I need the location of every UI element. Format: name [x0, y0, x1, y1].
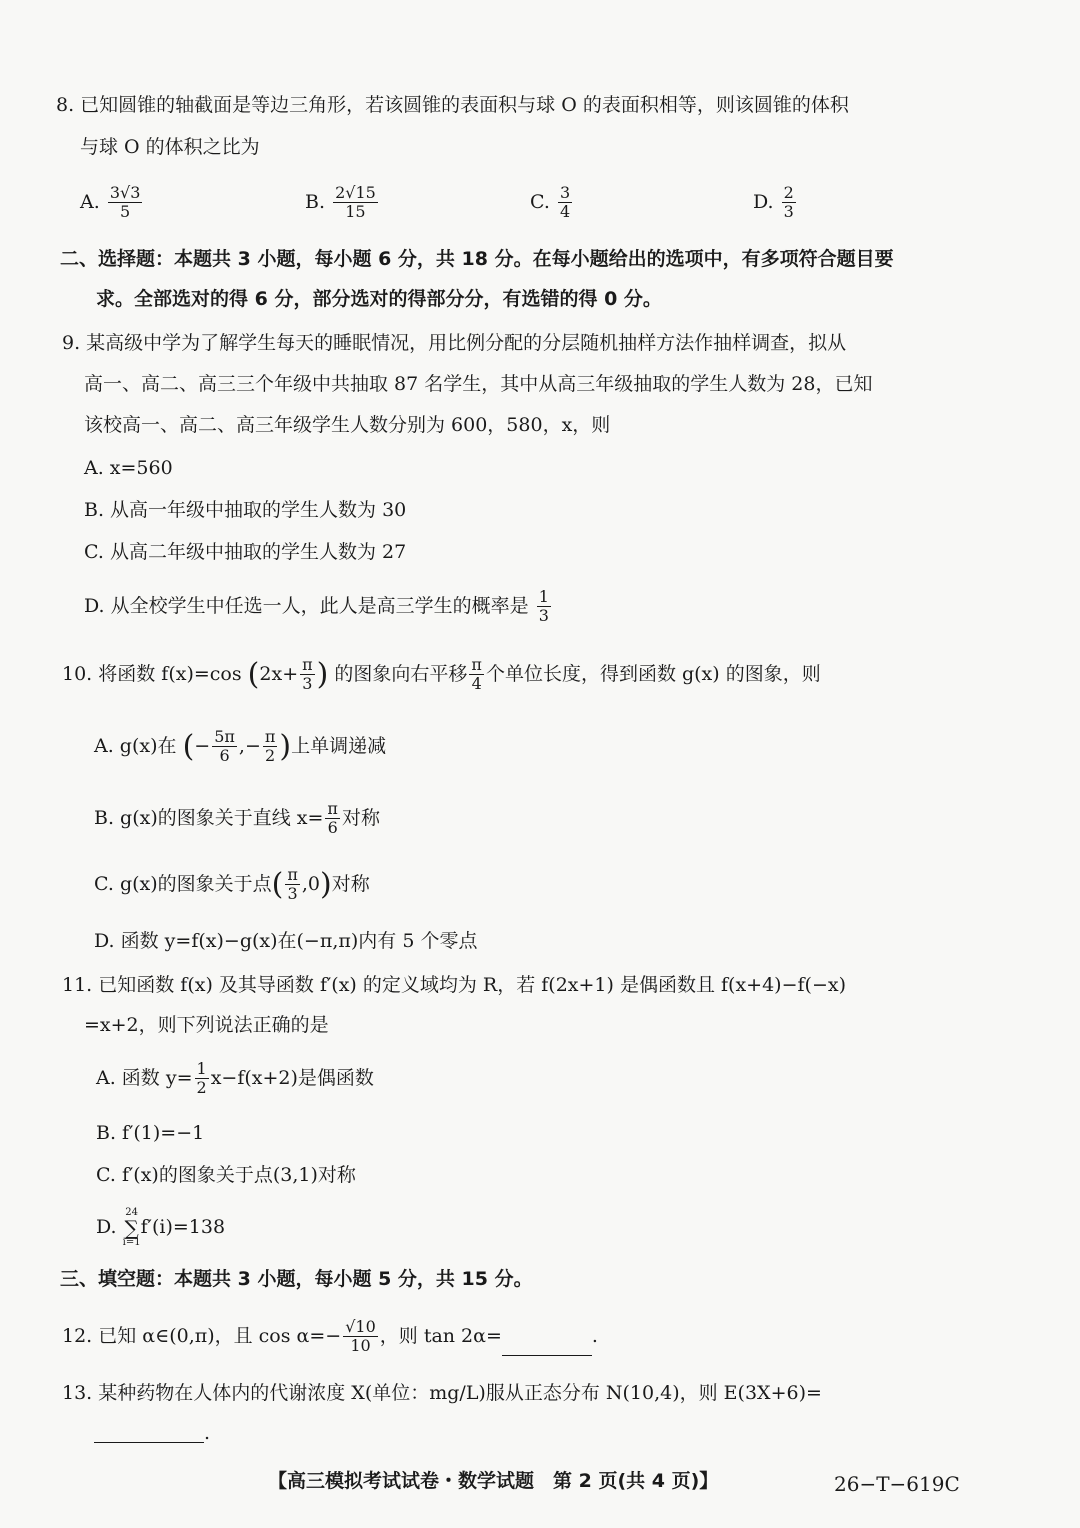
paren-close: )	[320, 866, 332, 902]
q10-stem-post: 个单位长度，得到函数 g(x) 的图象，则	[485, 662, 821, 685]
numerator: 3√3	[109, 183, 141, 202]
fraction	[263, 728, 278, 766]
fraction	[558, 184, 572, 222]
option-text: B. g(x)的图象关于直线 x=	[94, 806, 324, 829]
option-text: A. 函数 y=	[96, 1066, 193, 1089]
denominator: 3	[302, 674, 313, 694]
option-label: A.	[80, 190, 100, 213]
q13-answer-line	[94, 1424, 210, 1443]
q8-option-c	[530, 184, 574, 222]
paren-close: )	[316, 656, 329, 692]
fraction	[195, 1060, 209, 1098]
option-text: 上单调递减	[291, 734, 387, 757]
denominator: 2	[196, 1078, 207, 1098]
denominator: 3	[287, 884, 298, 904]
q12-stem-post: ，则 tan 2α=	[379, 1324, 502, 1347]
numerator: π	[264, 727, 276, 746]
option-text: 对称	[341, 806, 380, 829]
answer-blank[interactable]	[94, 1424, 204, 1443]
section3-heading: 三、填空题：本题共 3 小题，每小题 5 分，共 15 分。	[60, 1268, 533, 1290]
q11-option-d	[96, 1208, 225, 1248]
numerator: √10	[345, 1317, 376, 1336]
q10-option-c: C. g(x)的图象关于点( $\frac{\pi}{3}$ ,0)对称	[94, 865, 370, 904]
q10-arg: 2x+	[259, 662, 299, 685]
fraction	[300, 656, 315, 694]
numerator: 3	[559, 183, 571, 202]
footer-title: 【高三模拟考试试卷・数学试题 第 2 页(共 4 页)】	[268, 1470, 719, 1492]
option-label: D.	[96, 1216, 117, 1238]
numerator: 1	[538, 587, 549, 606]
numerator: π	[471, 655, 482, 674]
period: .	[591, 1324, 598, 1347]
summation	[123, 1208, 141, 1248]
denominator: 5	[120, 202, 131, 222]
period: .	[204, 1422, 211, 1444]
option-text: C. g(x)的图象关于点	[94, 872, 272, 895]
fraction	[108, 184, 143, 222]
q12-stem-pre: 12. 已知 α∈(0,π)，且 cos α=−	[62, 1324, 342, 1347]
numerator: π	[287, 865, 298, 884]
denominator: 2	[265, 746, 276, 766]
sum-upper: 24	[125, 1207, 138, 1218]
q10-stem	[62, 656, 821, 694]
q10-stem-pre: 10. 将函数 f(x)=cos	[62, 662, 242, 685]
sum-lower: i=1	[122, 1237, 141, 1248]
q9-option-c: C. 从高二年级中抽取的学生人数为 27	[84, 541, 407, 563]
numerator: 2√15	[335, 183, 376, 202]
q8-option-d	[753, 184, 798, 222]
fraction	[469, 656, 484, 694]
section2-heading-line2: 求。全部选对的得 6 分，部分选对的得部分分，有选错的得 0 分。	[96, 288, 662, 310]
paren-close: )	[279, 728, 292, 764]
option-label: D.	[753, 190, 774, 213]
footer-code: 26−T−619C	[834, 1472, 960, 1496]
q11-option-c: C. f′(x)的图象关于点(3,1)对称	[96, 1164, 356, 1186]
fraction	[537, 588, 551, 626]
q9-line1: 9. 某高级中学为了解学生每天的睡眠情况，用比例分配的分层随机抽样方法作抽样调查，拟从	[62, 332, 847, 354]
q11-option-b: B. f′(1)=−1	[96, 1122, 205, 1144]
q9-option-d	[84, 588, 553, 626]
option-text: 对称	[331, 872, 370, 895]
option-text: x−f(x+2)是偶函数	[210, 1066, 374, 1089]
q9-option-b: B. 从高一年级中抽取的学生人数为 30	[84, 499, 407, 521]
paren-open: (	[182, 728, 195, 764]
fraction	[343, 1318, 378, 1356]
q11-line1: 11. 已知函数 f(x) 及其导函数 f′(x) 的定义域均为 R，若 f(2x+1) 是偶函数且 f(x+4)−f(−x)	[62, 974, 847, 996]
q10-option-b	[94, 800, 380, 838]
denominator: 4	[471, 674, 482, 694]
q9-option-a: A. x=560	[84, 457, 173, 479]
fraction	[333, 184, 378, 222]
q8-line2: 与球 O 的体积之比为	[80, 136, 260, 158]
fraction	[212, 728, 237, 766]
fraction	[325, 800, 340, 838]
numerator: 5π	[214, 727, 235, 746]
q9-line3: 该校高一、高二、高三年级学生人数分别为 600，580，x，则	[84, 414, 611, 436]
numerator: π	[327, 799, 338, 818]
q11-line2: =x+2，则下列说法正确的是	[84, 1014, 329, 1036]
q10-option-a: A. g(x)在 (− $\frac{5\pi}{6}$ ,− $\frac{\pi}{2}$ )上单调递减	[94, 727, 387, 766]
section2-heading-line1: 二、选择题：本题共 3 小题，每小题 6 分，共 18 分。在每小题给出的选项中，有多项符合题目要	[60, 248, 894, 270]
q8-option-b	[305, 184, 380, 222]
denominator: 15	[345, 202, 366, 222]
denominator: 4	[559, 202, 571, 222]
paren-open: (	[271, 866, 284, 902]
paren-open: (	[247, 656, 260, 692]
q12-stem	[62, 1318, 598, 1356]
q10-stem-mid: 的图象向右平移	[334, 662, 468, 685]
numerator: 2	[783, 183, 794, 202]
q8-option-a	[80, 184, 144, 222]
fraction	[782, 184, 796, 222]
numerator: π	[302, 655, 313, 674]
denominator: 3	[783, 202, 794, 222]
sigma-symbol: ∑	[124, 1216, 139, 1240]
q8-line1: 8. 已知圆锥的轴截面是等边三角形，若该圆锥的表面积与球 O 的表面积相等，则该圆锥的体积	[56, 94, 849, 116]
q10-option-d: D. 函数 y=f(x)−g(x)在(−π,π)内有 5 个零点	[94, 930, 478, 952]
fraction	[285, 866, 300, 904]
option-label: B.	[305, 190, 326, 213]
denominator: 6	[219, 746, 230, 766]
denominator: 6	[327, 818, 338, 838]
option-text: A. g(x)在	[94, 734, 177, 757]
option-text: D. 从全校学生中任选一人，此人是高三学生的概率是	[84, 594, 529, 617]
q11-option-a	[96, 1060, 374, 1098]
numerator: 1	[196, 1059, 207, 1078]
q9-line2: 高一、高二、高三三个年级中共抽取 87 名学生，其中从高三年级抽取的学生人数为 28，已知	[84, 373, 873, 395]
option-text: f′(i)=138	[140, 1216, 226, 1238]
q13-line1: 13. 某种药物在人体内的代谢浓度 X(单位：mg/L)服从正态分布 N(10,4)，则 E(3X+6)=	[62, 1382, 822, 1404]
denominator: 10	[350, 1336, 371, 1356]
answer-blank[interactable]	[502, 1337, 592, 1356]
denominator: 3	[538, 606, 549, 626]
option-label: C.	[530, 190, 550, 213]
